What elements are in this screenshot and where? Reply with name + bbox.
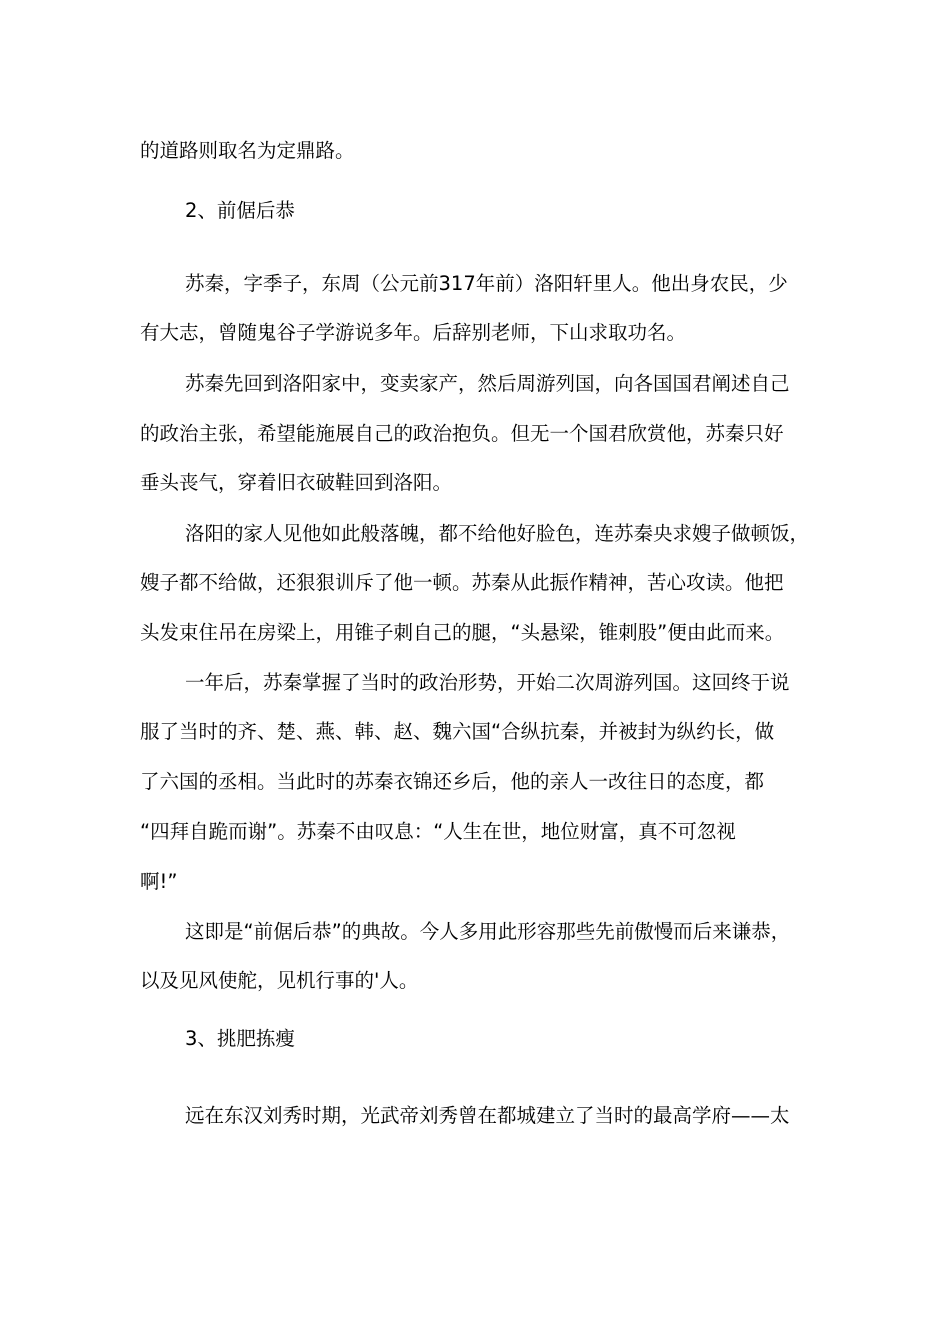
paragraph-line: 苏秦先回到洛阳家中，变卖家产，然后周游列国，向各国国君阐述自己 [185,372,790,395]
paragraph-line: 以及见风使舵，见机行事的'人。 [140,969,419,992]
paragraph-line: 一年后，苏秦掌握了当时的政治形势，开始二次周游列国。这回终于说 [185,671,790,694]
paragraph-line: 这即是“前倨后恭”的典故。今人多用此形容那些先前傲慢而后来谦恭， [185,920,791,943]
paragraph-line: 远在东汉刘秀时期，光武帝刘秀曾在都城建立了当时的最高学府——太 [185,1104,790,1127]
paragraph-line: 头发束住吊在房梁上，用锥子刺自己的腿，“头悬梁，锥刺股”便由此而来。 [140,621,785,644]
paragraph-line: 洛阳的家人见他如此般落魄，都不给他好脸色，连苏秦央求嫂子做顿饭， [185,522,810,545]
paragraph-line: 垂头丧气，穿着旧衣破鞋回到洛阳。 [140,471,453,494]
paragraph-line: 啊!” [140,870,178,893]
section-heading: 2、前倨后恭 [185,199,295,222]
paragraph-line: 服了当时的齐、楚、燕、韩、赵、魏六国“合纵抗秦，并被封为纵约长，做 [140,720,775,743]
paragraph-line: 嫂子都不给做，还狠狠训斥了他一顿。苏秦从此振作精神，苦心攻读。他把 [140,571,784,594]
section-heading: 3、挑肥拣瘦 [185,1027,295,1050]
paragraph-line: 了六国的丞相。当此时的苏秦衣锦还乡后，他的亲人一改往日的态度，都 [140,770,765,793]
paragraph-line: 有大志，曾随鬼谷子学游说多年。后辞别老师，下山求取功名。 [140,321,687,344]
paragraph-line: “四拜自跪而谢”。苏秦不由叹息：“人生在世，地位财富，真不可忽视 [140,820,736,843]
paragraph-line: 的政治主张，希望能施展自己的政治抱负。但无一个国君欣赏他，苏秦只好 [140,422,784,445]
paragraph-line: 苏秦，字季子，东周（公元前317年前）洛阳轩里人。他出身农民，少 [185,272,788,295]
paragraph-line: 的道路则取名为定鼎路。 [140,139,355,162]
